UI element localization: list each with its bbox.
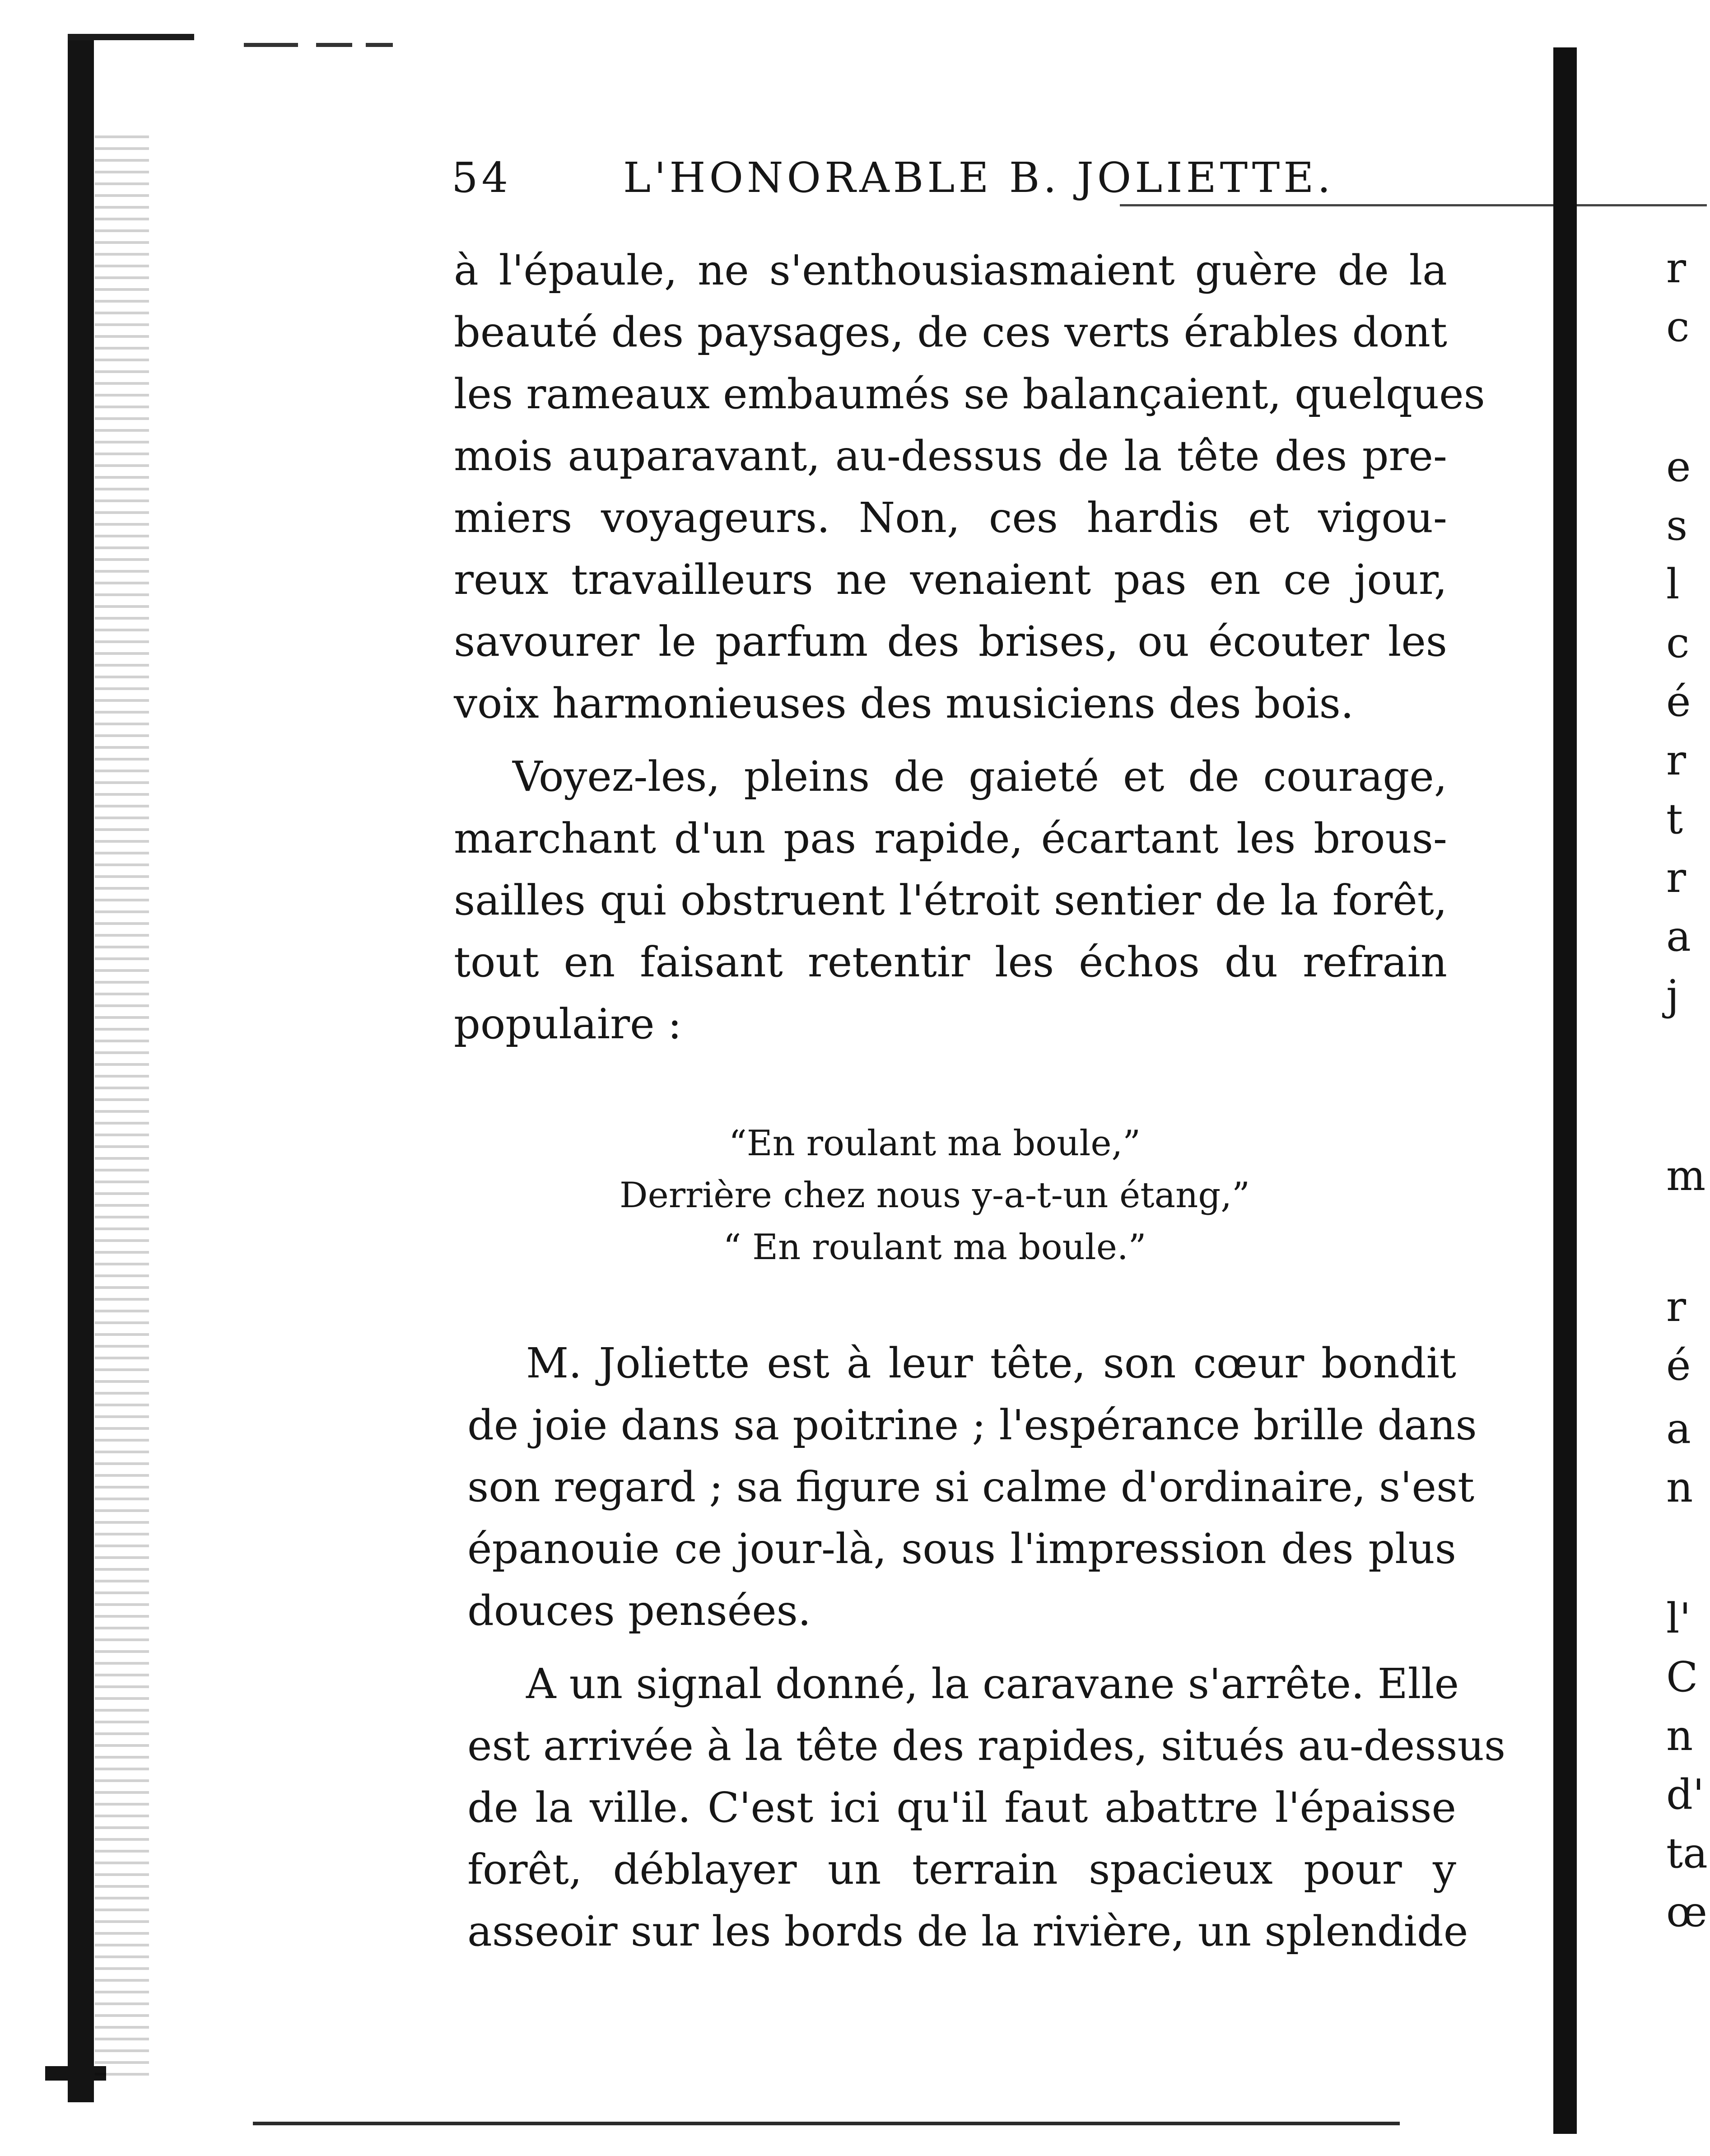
fragment: l' xyxy=(1666,1594,1691,1643)
top-dash xyxy=(244,43,298,47)
page-edge-speckle xyxy=(95,135,149,2077)
fragment: t xyxy=(1666,795,1683,843)
text-line: miers voyageurs. Non, ces hardis et vigou- xyxy=(454,494,1447,542)
fragment: r xyxy=(1666,854,1686,902)
text-line: son regard ; sa figure si calme d'ordinaire, s'est xyxy=(467,1463,1475,1511)
body-text xyxy=(454,239,1485,1055)
text-line: populaire : xyxy=(454,1000,682,1048)
paragraph xyxy=(454,239,1485,734)
fragment: n xyxy=(1666,1463,1693,1512)
text-line: forêt, déblayer un terrain spacieux pour y xyxy=(467,1845,1456,1894)
text-line: mois auparavant, au-dessus de la tête des pre- xyxy=(454,432,1447,480)
text-line: voix harmonieuses des musiciens des bois. xyxy=(454,679,1354,728)
top-dash xyxy=(316,43,352,47)
text-line: M. Joliette est à leur tête, son cœur bondit xyxy=(526,1339,1456,1387)
verse-line: “ En roulant ma boule.” xyxy=(723,1227,1146,1268)
fragment: m xyxy=(1666,1152,1706,1200)
text-line: A un signal donné, la caravane s'arrête. Elle xyxy=(526,1660,1459,1708)
text-line: asseoir sur les bords de la rivière, un splendide xyxy=(467,1907,1468,1955)
fragment: r xyxy=(1666,244,1686,292)
song-verse xyxy=(619,1118,1251,1274)
text-line: les rameaux embaumés se balançaient, quelques xyxy=(454,370,1485,418)
fragment: s xyxy=(1666,501,1688,550)
book-title: L'HONORABLE B. JOLIETTE. xyxy=(623,154,1334,202)
text-line: épanouie ce jour-là, sous l'impression des plus xyxy=(467,1525,1456,1573)
right-binding-shadow xyxy=(1553,47,1577,2134)
paragraph xyxy=(454,746,1447,1055)
fragment: n xyxy=(1666,1712,1693,1760)
top-dash xyxy=(366,43,393,47)
left-binding-shadow xyxy=(68,34,94,2102)
body-text-continued xyxy=(467,1332,1506,1962)
fragment: a xyxy=(1666,1405,1691,1453)
page-number: 54 xyxy=(452,154,512,202)
text-line: savourer le parfum des brises, ou écouter les xyxy=(454,617,1447,666)
paragraph xyxy=(467,1653,1506,1962)
fragment: é xyxy=(1666,1341,1691,1390)
text-line: tout en faisant retentir les échos du refrain xyxy=(454,938,1447,986)
text-line: douces pensées. xyxy=(467,1587,811,1635)
text-line: à l'épaule, ne s'enthousiasmaient guère de la xyxy=(454,246,1447,294)
fragment: e xyxy=(1666,443,1691,491)
fragment: é xyxy=(1666,677,1691,726)
fragment: c xyxy=(1666,303,1690,351)
fragment: ta xyxy=(1666,1829,1708,1877)
paragraph xyxy=(467,1332,1477,1642)
fragment: r xyxy=(1666,1283,1686,1331)
text-line: beauté des paysages, de ces verts érables dont xyxy=(454,308,1447,356)
fragment: c xyxy=(1666,619,1690,667)
text-line: de joie dans sa poitrine ; l'espérance brille dans xyxy=(467,1401,1477,1449)
text-line: de la ville. C'est ici qu'il faut abattre l'épaisse xyxy=(467,1783,1456,1832)
text-line: marchant d'un pas rapide, écartant les brous- xyxy=(454,814,1447,863)
left-binding-top-edge xyxy=(68,34,194,40)
fragment: a xyxy=(1666,912,1691,961)
fragment: C xyxy=(1666,1653,1698,1701)
fragment: d' xyxy=(1666,1770,1705,1819)
text-line: sailles qui obstruent l'étroit sentier de la forêt, xyxy=(454,876,1447,924)
verse-line: “En roulant ma boule,” xyxy=(728,1123,1141,1164)
text-line: Voyez-les, pleins de gaieté et de courage, xyxy=(513,752,1447,801)
verse-line: Derrière chez nous y-a-t-un étang,” xyxy=(620,1175,1250,1216)
fragment: l xyxy=(1666,560,1680,608)
fragment: œ xyxy=(1666,1888,1707,1936)
bottom-edge-rule xyxy=(253,2122,1400,2125)
text-line: est arrivée à la tête des rapides, situés au-dessus xyxy=(467,1722,1506,1770)
text-line: reux travailleurs ne venaient pas en ce jour, xyxy=(454,555,1447,604)
fragment: j xyxy=(1666,971,1679,1019)
fragment: r xyxy=(1666,736,1686,784)
running-head xyxy=(452,154,1332,221)
